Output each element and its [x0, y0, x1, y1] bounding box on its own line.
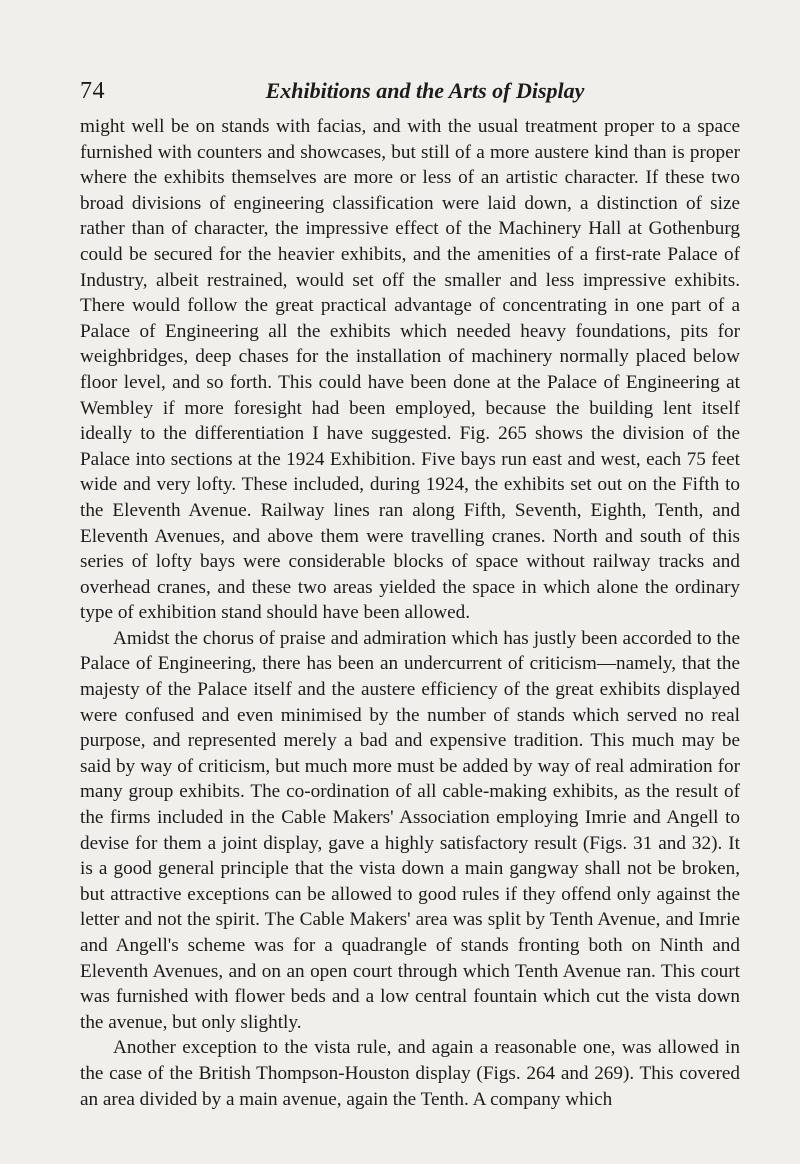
running-head: [80, 76, 740, 106]
body-text: [80, 114, 740, 1112]
paragraph-vista-exception: Another exception to the vista rule, and again a reasonable one, was allowed in the case of the British Thompson-Houston display (Figs. 264 and 269). This covered an area divided by a main avenue, again the Tenth. A company which: [80, 1037, 740, 1110]
page-number: 74: [80, 78, 105, 104]
paragraph-continuation: might well be on stands with facias, and with the usual treatment proper to a space furnished with counters and showcases, but still of a more austere kind than is proper where the exhibits themselves are more or less of an artistic character. If these two broad divisions of engineering classification were laid down, a distinction of size rather than of character, the impressive effect of the Machinery Hall at Gothenburg could be secured for the heavier exhibits, and the amenities of a first-rate Palace of Industry, albeit restrained, would set off the smaller and less impressive exhibits. There would follow the great practical advantage of concentrating in one part of a Palace of Engineering all the exhibits which needed heavy foundations, pits for weighbridges, deep chases for the installation of machinery normally placed below floor level, and so forth. This could have been done at the Palace of Engineering at Wembley if more foresight had been employed, because the building lent itself ideally to the differentiation I have suggested. Fig. 265 shows the division of the Palace into sections at the 1924 Exhibition. Five bays run east and west, each 75 feet wide and very lofty. These included, during 1924, the exhibits set out on the Fifth to the Eleventh Avenue. Railway lines ran along Fifth, Seventh, Eighth, Tenth, and Eleventh Avenues, and above them were travelling cranes. North and south of this series of lofty bays were considerable blocks of space without railway tracks and overhead cranes, and these two areas yielded the space in which alone the ordinary type of exhibition stand should have been allowed.: [80, 116, 740, 624]
running-title: Exhibitions and the Arts of Display: [265, 78, 585, 103]
paragraph-praise-and-criticism: Amidst the chorus of praise and admiration which has justly been accorded to the Palace of Engineering, there has been an undercurrent of criticism—namely, that the majesty of the Palace itself and the austere efficiency of the great exhibits displayed were confused and even minimised by the number of stands which served no real purpose, and represented merely a bad and expensive tradition. This much may be said by way of criticism, but much more must be added by way of real admiration for many group exhibits. The co-ordination of all cable-making exhibits, as the result of the firms included in the Cable Makers' Association employing Imrie and Angell to devise for them a joint display, gave a highly satisfactory result (Figs. 31 and 32). It is a good general principle that the vista down a main gangway shall not be broken, but attractive exceptions can be allowed to good rules if they offend only against the letter and not the spirit. The Cable Makers' area was split by Tenth Avenue, and Imrie and Angell's scheme was for a quadrangle of stands fronting both on Ninth and Eleventh Avenues, and on an open court through which Tenth Avenue ran. This court was furnished with flower beds and a low central fountain which cut the vista down the avenue, but only slightly.: [80, 627, 740, 1033]
